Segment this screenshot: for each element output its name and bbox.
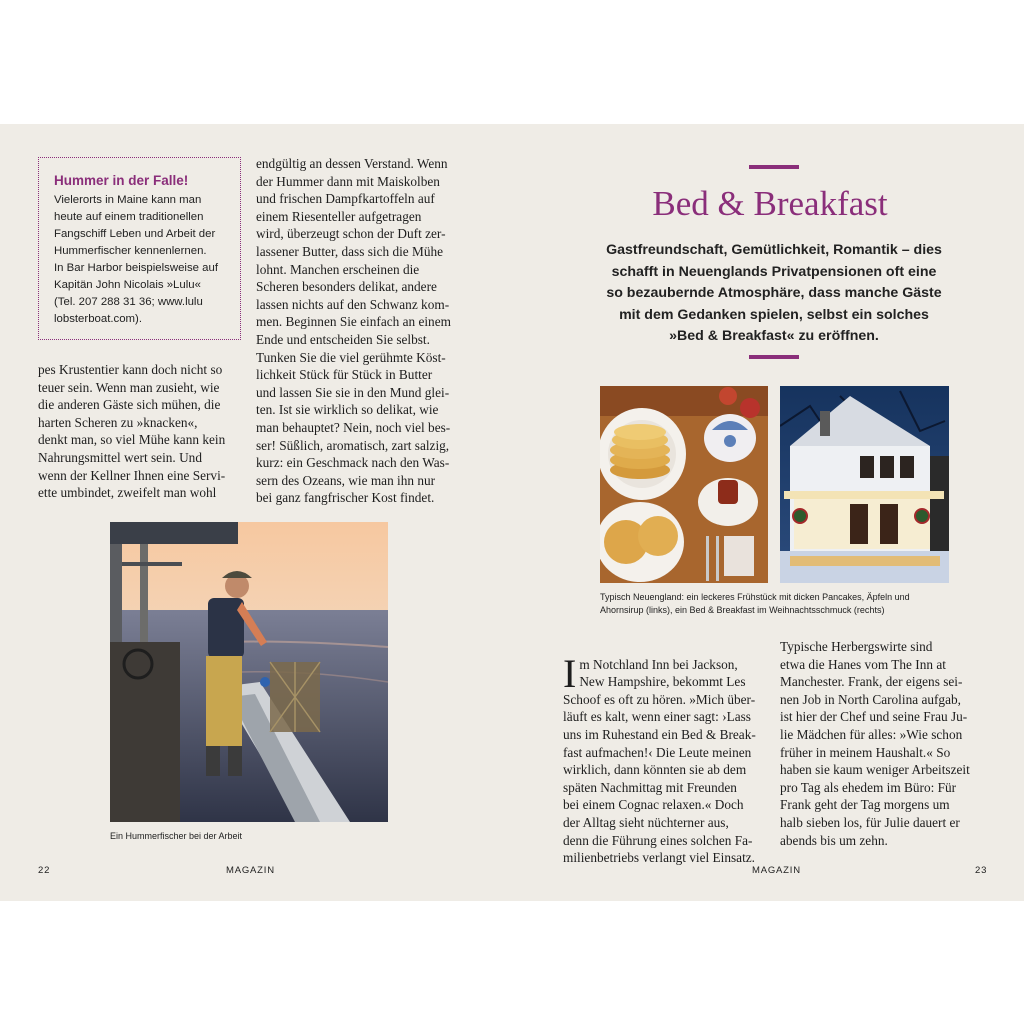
info-box [38,157,241,340]
accent-rule-top [749,165,799,169]
article-heading: Bed & Breakfast [652,184,888,223]
page-number-right: 23 [975,865,988,876]
section-label-left: MAGAZIN [226,865,275,876]
breakfast-photo [600,386,768,583]
photo-caption-right: Typisch Neuengland: ein leckeres Frühstück mit dicken Pancakes, Äpfeln und Ahornsirup (links), ein Bed & Breakfast im Weihnachtsschmuck (rechts) [600,592,910,615]
body-column-2: endgültig an dessen Verstand. Wenn der Hummer dann mit Maiskolben und frischen Dampfkartoffeln auf einem Riesenteller aufgetragen wird, überzeugt schon der Duft zer- lassener Butter, dass sich die Mühe lohnt. Manchen erscheinen die Scheren besonders delikat, andere lassen nichts auf den Schwanz kom- men. Beginnen Sie einfach an einem Ende und entscheiden Sie selbst. Tunken Sie die viel gerühmte Köst- lichkeit Stück für Stück in Butter und lassen Sie sie in den Mund glei- ten. Ist sie wirklich so delikat, wie man behauptet? Nein, noch viel bes- ser! Süßlich, aromatisch, zart salzig, kurz: ein Geschmack nach den Was- sern des Ozeans, wie man ihn nur bei ganz fangfrischer Kost findet. [256,156,451,506]
accent-rule-bottom [749,355,799,359]
info-box-title: Hummer in der Falle! [54,173,189,188]
photo-caption-left: Ein Hummerfischer bei der Arbeit [110,831,243,841]
body-column-3-text: m Notchland Inn bei Jackson, New Hampshire, bekommt Les Schoof es oft zu hören. »Mich über- läuft es kalt, wenn einer sagt: ›Lass uns im Ruhestand ein Bed & Break- fast aufmachen!‹ Die Leute meinen wirklich, dann könnten sie ab dem späten Nachmittag mit Freunden bei einem Cognac relaxen.« Doch der Alltag sieht nüchterner aus, denn die Führung eines solchen Fa- milienbetriebs verlangt viel Einsatz. [563,656,756,866]
article-lead: Gastfreundschaft, Gemütlichkeit, Romantik – dies schafft in Neuenglands Privatpensionen oft eine so bezaubernde Atmosphäre, dass manche Gäste mit dem Gedanken spielen, selbst ein solches »Bed & Breakfast« zu eröffnen. [606,242,942,344]
body-column-4: Typische Herbergswirte sind etwa die Hanes vom The Inn at Manchester. Frank, der eigens sei- nen Job in North Carolina aufgab, ist hier der Chef und seine Frau Ju- lie Mädchen für alles: »Wie schon früher in meinem Haushalt.« So haben sie kaum weniger Arbeitszeit pro Tag als ehedem im Büro: Für Frank geht der Tag morgens um halb sieben los, für Julie dauert er abends bis um zehn. [780,639,970,848]
lobster-fisherman-photo [110,522,388,822]
bed-and-breakfast-house-photo [780,386,949,583]
body-column-3 [563,638,769,867]
magazine-spread [0,124,1024,901]
drop-cap: I [563,650,577,696]
page-number-left: 22 [38,865,51,876]
section-label-right: MAGAZIN [752,865,801,876]
body-column-1: pes Krustentier kann doch nicht so teuer sein. Wenn man zusieht, wie die anderen Gäste sich mühen, die harten Scheren zu »knacken«, denkt man, so viel Mühe kann kein Nahrungsmittel wert sein. Und wenn der Kellner Ihnen eine Servi- ette umbindet, zweifelt man wohl [38,362,226,501]
info-box-text: Vielerorts in Maine kann man heute auf einem traditionellen Fangschiff Leben und Arbeit der Hummerfischer kennenlernen. In Bar Harbor beispielsweise auf Kapitän John Nicolais »Lulu« (Tel. 207 288 31 36; www.lulu lobsterboat.com). [54,194,218,325]
